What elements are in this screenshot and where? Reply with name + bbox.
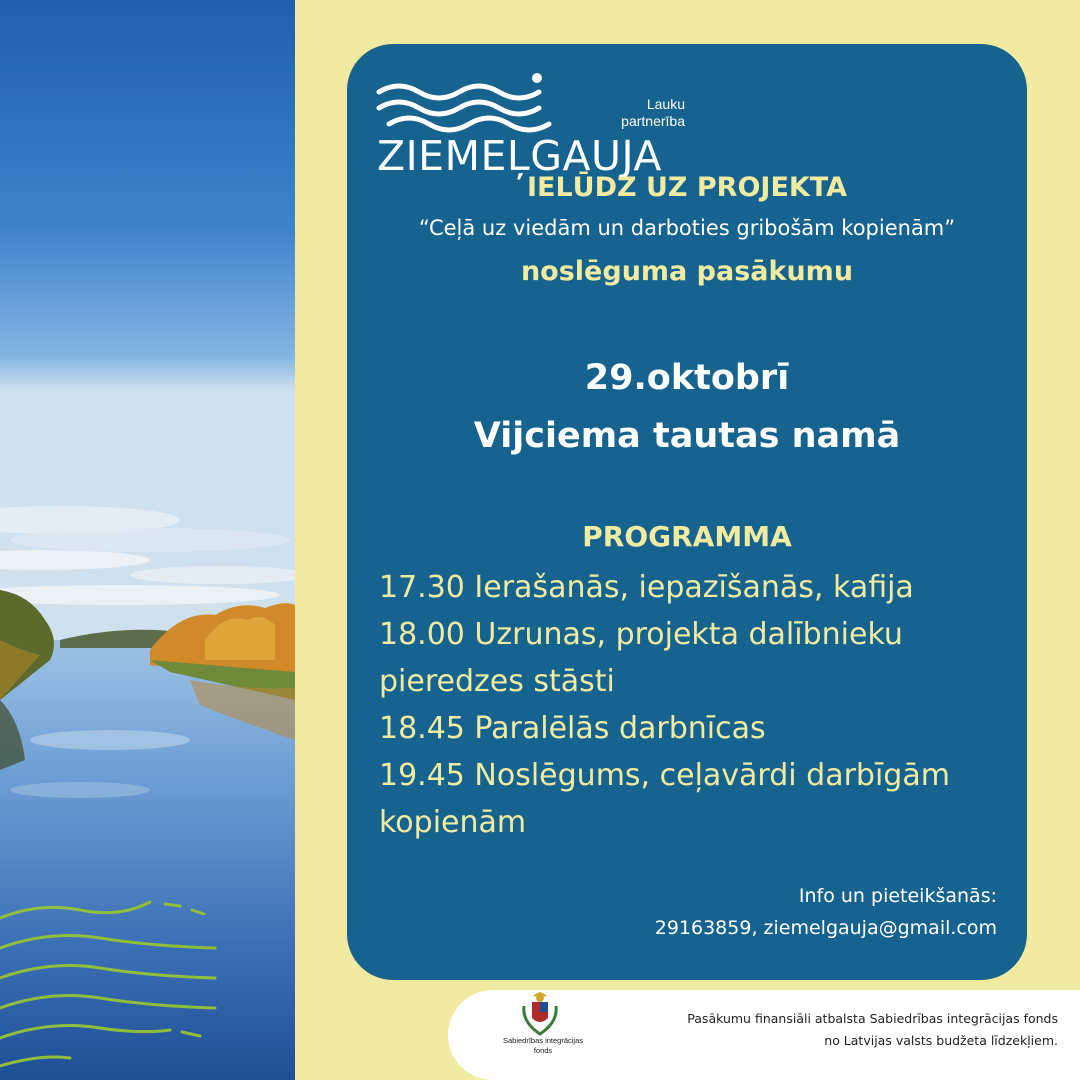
- event-card: [347, 44, 1027, 980]
- contact-info: [655, 880, 997, 944]
- wave-logo-icon: [375, 72, 560, 134]
- logo-tag-line1: Lauku: [646, 96, 685, 112]
- coat-of-arms-icon: [520, 992, 560, 1036]
- green-waves-decoration: [0, 890, 220, 1080]
- logo-tag-line2: partnerība: [621, 113, 685, 129]
- contact-label: Info un pieteikšanās:: [798, 885, 997, 907]
- logo-tagline: [585, 96, 685, 130]
- emblem-caption-line2: fonds: [533, 1046, 553, 1055]
- program-list: [379, 564, 1009, 846]
- ziemelgauja-logo: [375, 66, 685, 180]
- logo-wordmark: ZIEMEĻGAUJA: [377, 132, 662, 180]
- event-place: Vijciema tautas namā: [473, 416, 901, 456]
- sponsor-text-line1: Pasākumu finansiāli atbalsta Sabiedrības integrācijas fonds: [687, 1011, 1058, 1026]
- program-line: 17.30 Ierašanās, iepazīšanās, kafija: [379, 570, 914, 605]
- river-photo: [0, 0, 295, 1080]
- program-line: 18.45 Paralēlās darbnīcas: [379, 711, 766, 746]
- program-line: 19.45 Noslēgums, ceļavārdi darbīgām: [379, 758, 950, 793]
- sponsor-strip: [448, 990, 1080, 1080]
- program-heading: PROGRAMMA: [582, 520, 792, 553]
- sponsor-text: [687, 1008, 1058, 1052]
- program-line: 18.00 Uzrunas, projekta dalībnieku: [379, 617, 903, 652]
- sponsor-emblem-caption: [488, 1036, 598, 1056]
- emblem-caption-line1: Sabiedrības integrācijas: [502, 1036, 584, 1045]
- closing-event-label: noslēguma pasākumu: [520, 256, 854, 287]
- project-title: “Ceļā uz viedām un darboties gribošām kopienām”: [418, 216, 956, 240]
- invitation-heading: IELŪDZ UZ PROJEKTA: [526, 172, 848, 203]
- event-date: 29.oktobrī: [584, 358, 790, 398]
- contact-details[interactable]: 29163859, ziemelgauja@gmail.com: [654, 917, 997, 939]
- program-line: kopienām: [379, 805, 527, 840]
- sponsor-text-line2: no Latvijas valsts budžeta līdzekļiem.: [824, 1033, 1058, 1048]
- program-line: pieredzes stāsti: [379, 664, 615, 699]
